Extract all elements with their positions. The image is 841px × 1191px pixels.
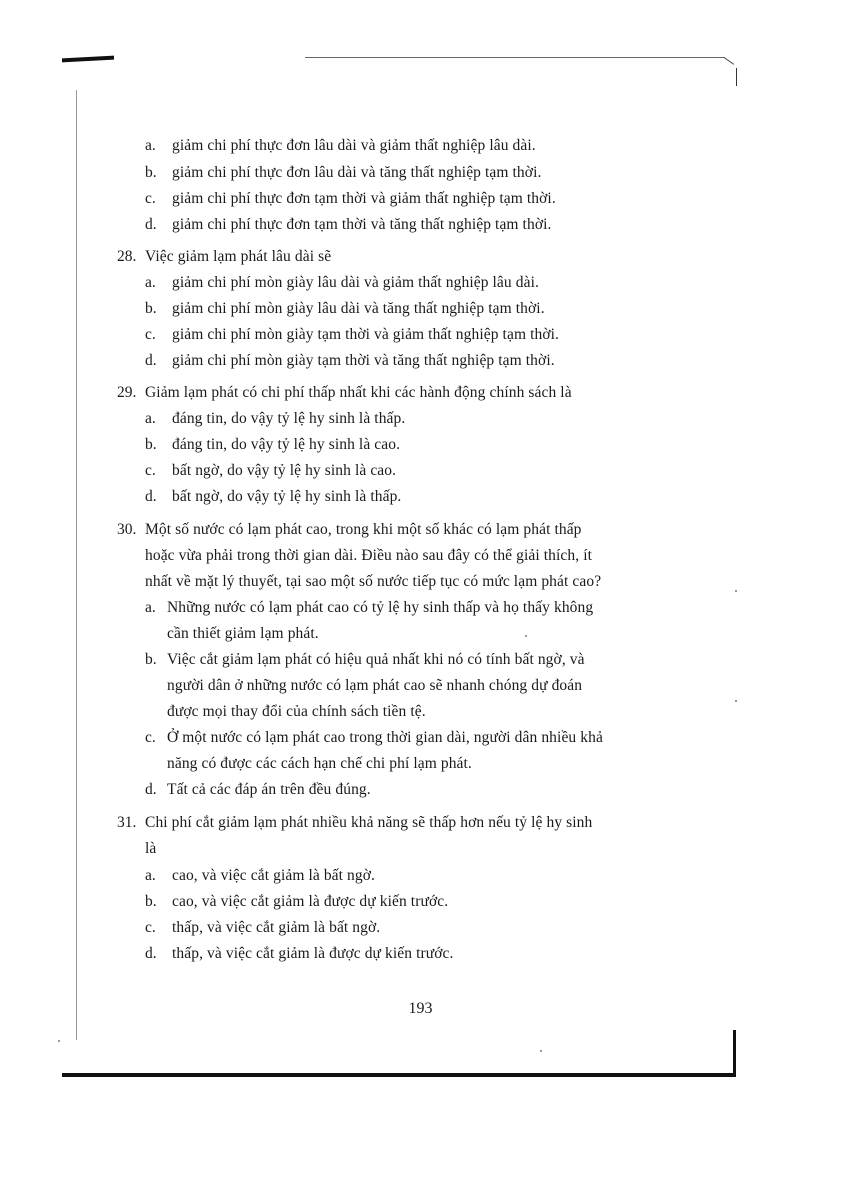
scan-speck bbox=[540, 1050, 542, 1052]
q31-number: 31. bbox=[117, 814, 137, 831]
q28-option-a-letter: a. bbox=[145, 274, 156, 291]
q30-option-b-line-3: được mọi thay đổi của chính sách tiền tệ. bbox=[167, 703, 426, 720]
q31-option-d-letter: d. bbox=[145, 945, 157, 962]
scan-speck bbox=[525, 635, 527, 637]
q27-option-d-letter: d. bbox=[145, 216, 157, 233]
q30-stem-line-3: nhất về mặt lý thuyết, tại sao một số nước tiếp tục có mức lạm phát cao? bbox=[145, 573, 602, 590]
q29-stem: Giảm lạm phát có chi phí thấp nhất khi các hành động chính sách là bbox=[145, 384, 572, 401]
q29-number: 29. bbox=[117, 384, 137, 401]
q27-option-a-letter: a. bbox=[145, 137, 156, 154]
q30-option-a-line-2: cần thiết giảm lạm phát. bbox=[167, 625, 319, 642]
q30-number: 30. bbox=[117, 521, 137, 538]
q28-option-c-text: giảm chi phí mòn giày tạm thời và giảm thất nghiệp tạm thời. bbox=[172, 326, 560, 343]
q28-option-c-letter: c. bbox=[145, 326, 156, 343]
q30-option-c-line-1: Ở một nước có lạm phát cao trong thời gian dài, người dân nhiều khả bbox=[167, 729, 603, 746]
q28-stem: Việc giảm lạm phát lâu dài sẽ bbox=[145, 248, 332, 265]
q28-option-d-text: giảm chi phí mòn giày tạm thời và tăng thất nghiệp tạm thời. bbox=[172, 352, 555, 369]
q31-option-b-letter: b. bbox=[145, 893, 157, 910]
q30-option-a-line-1: Những nước có lạm phát cao có tỷ lệ hy sinh thấp và họ thấy không bbox=[167, 599, 594, 616]
q30-option-c-line-2: năng có được các cách hạn chế chi phí lạm phát. bbox=[167, 755, 472, 772]
q29-option-a-text: đáng tin, do vậy tỷ lệ hy sinh là thấp. bbox=[172, 410, 406, 427]
scan-border-top-left bbox=[62, 56, 114, 63]
q27-option-c-text: giảm chi phí thực đơn tạm thời và giảm thất nghiệp tạm thời. bbox=[172, 190, 556, 207]
scan-speck bbox=[58, 1040, 60, 1042]
q27-option-a-text: giảm chi phí thực đơn lâu dài và giảm thất nghiệp lâu dài. bbox=[172, 137, 536, 154]
q29-option-d-text: bất ngờ, do vậy tỷ lệ hy sinh là thấp. bbox=[172, 488, 402, 505]
page-number: 193 bbox=[408, 1000, 433, 1017]
q28-option-b-text: giảm chi phí mòn giày lâu dài và tăng thất nghiệp tạm thời. bbox=[172, 300, 545, 317]
q31-option-a-letter: a. bbox=[145, 867, 156, 884]
q29-option-c-text: bất ngờ, do vậy tỷ lệ hy sinh là cao. bbox=[172, 462, 397, 479]
scan-speck bbox=[735, 590, 737, 592]
q31-option-d-text: thấp, và việc cắt giảm là được dự kiến trước. bbox=[172, 945, 454, 962]
q30-option-d-line-1: Tất cả các đáp án trên đều đúng. bbox=[167, 781, 371, 798]
q27-option-c-letter: c. bbox=[145, 190, 156, 207]
q28-number: 28. bbox=[117, 248, 137, 265]
scan-border-left bbox=[76, 90, 77, 1040]
scan-speck bbox=[735, 700, 737, 702]
q29-option-c-letter: c. bbox=[145, 462, 156, 479]
q27-option-b-letter: b. bbox=[145, 164, 157, 181]
q30-stem-line-1: Một số nước có lạm phát cao, trong khi một số khác có lạm phát thấp bbox=[145, 521, 582, 538]
q31-stem-line-1: Chi phí cắt giảm lạm phát nhiều khả năng sẽ thấp hơn nếu tỷ lệ hy sinh bbox=[145, 814, 593, 831]
q30-option-c-letter: c. bbox=[145, 729, 156, 746]
q27-option-b-text: giảm chi phí thực đơn lâu dài và tăng thất nghiệp tạm thời. bbox=[172, 164, 542, 181]
q31-option-c-text: thấp, và việc cắt giảm là bất ngờ. bbox=[172, 919, 381, 936]
q31-option-b-text: cao, và việc cắt giảm là được dự kiến trước. bbox=[172, 893, 449, 910]
q27-option-d-text: giảm chi phí thực đơn tạm thời và tăng thất nghiệp tạm thời. bbox=[172, 216, 552, 233]
q30-stem-line-2: hoặc vừa phải trong thời gian dài. Điều nào sau đây có thể giải thích, ít bbox=[145, 547, 593, 564]
scan-border-top bbox=[305, 57, 725, 58]
q30-option-b-letter: b. bbox=[145, 651, 157, 668]
q30-option-d-letter: d. bbox=[145, 781, 157, 798]
q28-option-a-text: giảm chi phí mòn giày lâu dài và giảm thất nghiệp lâu dài. bbox=[172, 274, 539, 291]
q30-option-b-line-1: Việc cắt giảm lạm phát có hiệu quả nhất khi nó có tính bất ngờ, và bbox=[167, 651, 585, 668]
q29-option-a-letter: a. bbox=[145, 410, 156, 427]
q31-option-a-text: cao, và việc cắt giảm là bất ngờ. bbox=[172, 867, 376, 884]
q29-option-d-letter: d. bbox=[145, 488, 157, 505]
q29-option-b-letter: b. bbox=[145, 436, 157, 453]
scan-border-right-lower bbox=[733, 1030, 736, 1075]
q30-option-a-letter: a. bbox=[145, 599, 156, 616]
scan-border-top-right bbox=[724, 57, 734, 65]
q29-option-b-text: đáng tin, do vậy tỷ lệ hy sinh là cao. bbox=[172, 436, 401, 453]
q28-option-b-letter: b. bbox=[145, 300, 157, 317]
q30-option-b-line-2: người dân ở những nước có lạm phát cao sẽ nhanh chóng dự đoán bbox=[167, 677, 583, 694]
q31-stem-line-2: là bbox=[145, 840, 157, 857]
q28-option-d-letter: d. bbox=[145, 352, 157, 369]
scan-border-right bbox=[736, 68, 737, 86]
q31-option-c-letter: c. bbox=[145, 919, 156, 936]
scan-border-bottom bbox=[62, 1073, 736, 1077]
